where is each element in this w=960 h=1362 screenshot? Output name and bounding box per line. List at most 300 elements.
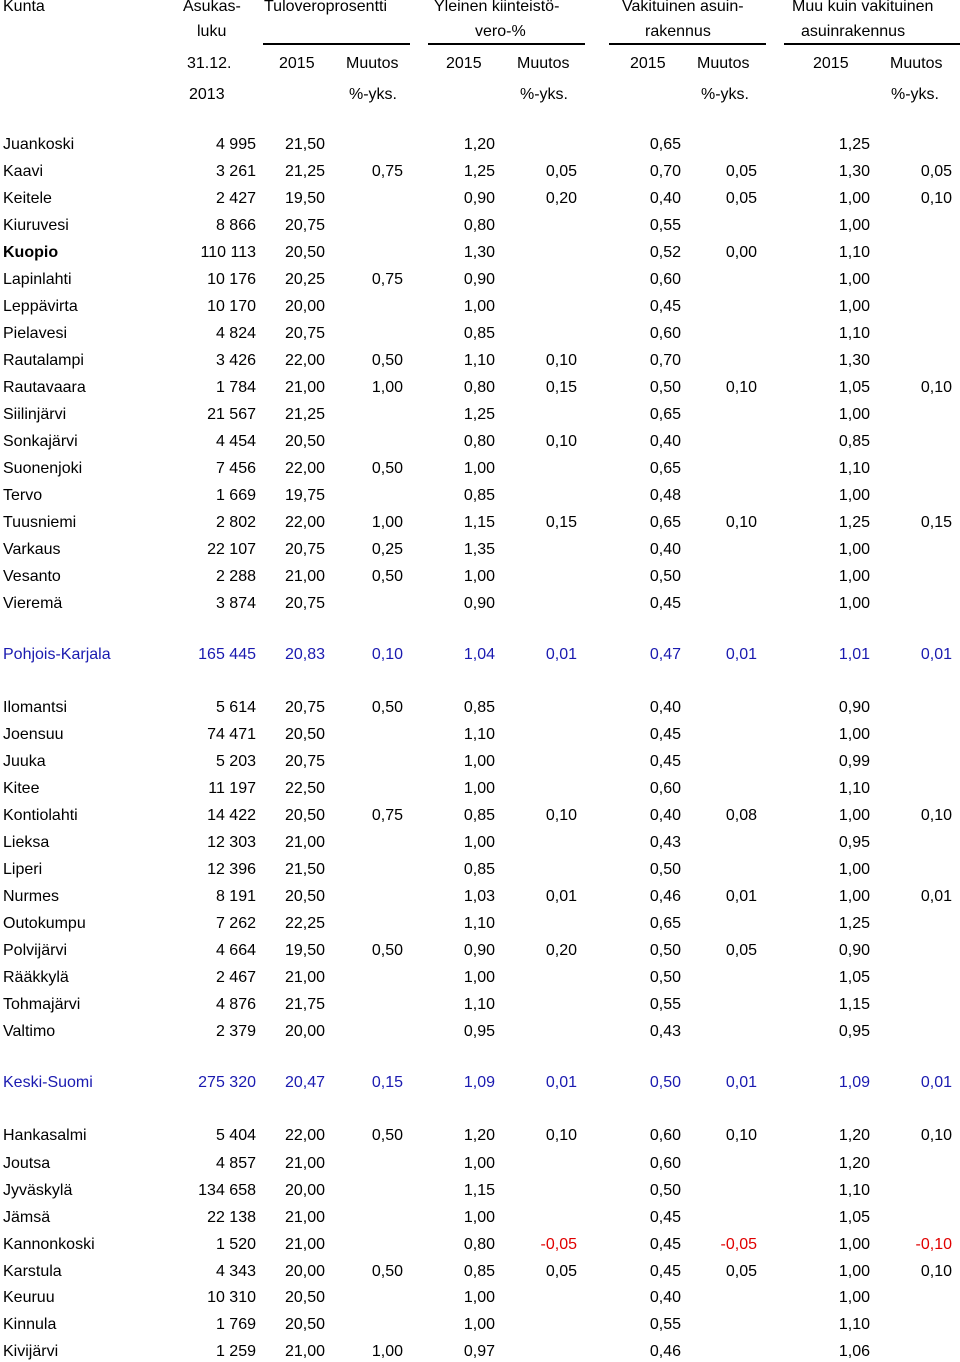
cell-kv: 1,04 xyxy=(463,646,495,663)
cell-vak: 0,48 xyxy=(649,487,681,504)
cell-tax: 19,75 xyxy=(284,487,325,504)
cell-muuc: 0,15 xyxy=(920,514,952,531)
table-row xyxy=(0,243,960,263)
cell-taxc: 1,00 xyxy=(371,1343,403,1360)
table-row xyxy=(0,779,960,799)
cell-tax: 20,75 xyxy=(284,217,325,234)
header-date-line1: 31.12. xyxy=(187,55,232,72)
cell-vak: 0,60 xyxy=(649,1127,681,1144)
cell-muu: 0,90 xyxy=(838,699,870,716)
cell-muu: 1,00 xyxy=(838,1289,870,1306)
cell-tax: 22,00 xyxy=(284,514,325,531)
cell-tax: 19,50 xyxy=(284,190,325,207)
cell-pop: 2 379 xyxy=(215,1023,256,1040)
cell-pop: 2 427 xyxy=(215,190,256,207)
cell-kv: 0,90 xyxy=(463,942,495,959)
cell-pop: 1 769 xyxy=(215,1316,256,1333)
cell-kv: 1,10 xyxy=(463,352,495,369)
header-kiint-line2: vero-% xyxy=(475,23,526,40)
cell-pop: 12 303 xyxy=(207,834,256,851)
cell-muu: 0,90 xyxy=(838,942,870,959)
cell-kvc: 0,10 xyxy=(545,433,577,450)
cell-muu: 1,00 xyxy=(838,298,870,315)
cell-vakc: 0,01 xyxy=(725,888,757,905)
cell-taxc: 0,50 xyxy=(371,352,403,369)
cell-taxc: 0,75 xyxy=(371,271,403,288)
cell-pop: 10 170 xyxy=(207,298,256,315)
cell-vak: 0,70 xyxy=(649,352,681,369)
cell-tax: 22,00 xyxy=(284,1127,325,1144)
cell-vak: 0,43 xyxy=(649,1023,681,1040)
header-date-line2: 2013 xyxy=(189,86,225,103)
cell-taxc: 0,50 xyxy=(371,699,403,716)
header-muutos-tax: Muutos xyxy=(346,55,399,72)
header-asukas-line1: Asukas- xyxy=(183,0,241,15)
cell-kv: 1,00 xyxy=(463,1155,495,1172)
cell-pop: 1 259 xyxy=(215,1343,256,1360)
cell-tax: 21,00 xyxy=(284,1343,325,1360)
cell-tax: 21,00 xyxy=(284,969,325,986)
cell-kv: 0,90 xyxy=(463,271,495,288)
cell-vakc: 0,05 xyxy=(725,163,757,180)
cell-vak: 0,45 xyxy=(649,726,681,743)
cell-pop: 5 614 xyxy=(215,699,256,716)
cell-pop: 7 456 xyxy=(215,460,256,477)
cell-vak: 0,47 xyxy=(649,646,681,663)
cell-vakc: 0,00 xyxy=(725,244,757,261)
cell-name: Kontiolahti xyxy=(3,807,78,824)
cell-kvc: 0,01 xyxy=(545,646,577,663)
cell-pop: 3 426 xyxy=(215,352,256,369)
cell-vak: 0,65 xyxy=(649,460,681,477)
cell-kvc: -0,05 xyxy=(540,1236,577,1253)
table-row xyxy=(0,486,960,506)
table-row xyxy=(0,297,960,317)
cell-muuc: -0,10 xyxy=(915,1236,952,1253)
cell-kvc: 0,10 xyxy=(545,1127,577,1144)
cell-vak: 0,40 xyxy=(649,541,681,558)
cell-kv: 0,85 xyxy=(463,861,495,878)
table-row xyxy=(0,324,960,344)
cell-muu: 1,00 xyxy=(838,807,870,824)
cell-kv: 0,97 xyxy=(463,1343,495,1360)
cell-tax: 20,50 xyxy=(284,1316,325,1333)
table-row xyxy=(0,567,960,587)
cell-muu: 1,00 xyxy=(838,568,870,585)
cell-taxc: 0,15 xyxy=(371,1074,403,1091)
cell-vak: 0,52 xyxy=(649,244,681,261)
cell-vak: 0,60 xyxy=(649,325,681,342)
table-row xyxy=(0,594,960,614)
cell-kvc: 0,05 xyxy=(545,163,577,180)
cell-name: Keuruu xyxy=(3,1289,55,1306)
cell-muu: 0,85 xyxy=(838,433,870,450)
cell-kv: 0,85 xyxy=(463,487,495,504)
cell-tax: 21,25 xyxy=(284,406,325,423)
table-row xyxy=(0,405,960,425)
cell-pop: 22 138 xyxy=(207,1209,256,1226)
cell-vak: 0,40 xyxy=(649,1289,681,1306)
cell-muu: 1,20 xyxy=(838,1127,870,1144)
cell-pop: 110 113 xyxy=(200,244,256,261)
cell-name: Pielavesi xyxy=(3,325,68,342)
cell-name: Keitele xyxy=(3,190,52,207)
cell-tax: 21,00 xyxy=(284,568,325,585)
cell-kvc: 0,15 xyxy=(545,514,577,531)
cell-pop: 2 288 xyxy=(215,568,256,585)
cell-pop: 165 445 xyxy=(198,646,256,663)
cell-name: Tohmajärvi xyxy=(3,996,81,1013)
cell-taxc: 1,00 xyxy=(371,514,403,531)
table-row xyxy=(0,378,960,398)
cell-taxc: 0,50 xyxy=(371,1263,403,1280)
cell-vakc: 0,10 xyxy=(725,1127,757,1144)
cell-muu: 1,30 xyxy=(838,163,870,180)
header-year-vak: 2015 xyxy=(630,55,666,72)
table-row xyxy=(0,513,960,533)
cell-pop: 1 520 xyxy=(215,1236,256,1253)
header-kunta: Kunta xyxy=(3,0,45,15)
cell-kv: 0,90 xyxy=(463,190,495,207)
cell-vakc: 0,05 xyxy=(725,190,757,207)
header-muutos-muu: Muutos xyxy=(890,55,943,72)
cell-muuc: 0,01 xyxy=(920,646,952,663)
cell-muu: 0,95 xyxy=(838,834,870,851)
cell-vak: 0,60 xyxy=(649,271,681,288)
cell-tax: 20,75 xyxy=(284,325,325,342)
header-muu-line2: asuinrakennus xyxy=(801,23,906,40)
cell-vak: 0,60 xyxy=(649,1155,681,1172)
cell-kv: 1,00 xyxy=(463,780,495,797)
cell-tax: 21,00 xyxy=(284,1209,325,1226)
table-row xyxy=(0,162,960,182)
header-yks-tax: %-yks. xyxy=(349,86,397,103)
header-yks-kiint: %-yks. xyxy=(520,86,568,103)
header-vak-line2: rakennus xyxy=(645,23,711,40)
cell-muu: 1,00 xyxy=(838,861,870,878)
cell-kv: 1,20 xyxy=(463,136,495,153)
cell-vak: 0,55 xyxy=(649,996,681,1013)
table-row xyxy=(0,860,960,880)
cell-taxc: 0,50 xyxy=(371,568,403,585)
cell-pop: 4 876 xyxy=(215,996,256,1013)
cell-taxc: 0,25 xyxy=(371,541,403,558)
cell-pop: 74 471 xyxy=(207,726,256,743)
cell-muu: 1,00 xyxy=(838,1263,870,1280)
cell-kv: 0,85 xyxy=(463,325,495,342)
cell-pop: 4 857 xyxy=(215,1155,256,1172)
region-row xyxy=(0,645,960,665)
cell-tax: 21,75 xyxy=(284,996,325,1013)
cell-tax: 21,00 xyxy=(284,834,325,851)
cell-tax: 21,50 xyxy=(284,861,325,878)
header-tulovero: Tuloveroprosentti xyxy=(264,0,388,15)
cell-pop: 11 197 xyxy=(208,780,256,797)
cell-muu: 1,20 xyxy=(838,1155,870,1172)
cell-name: Vieremä xyxy=(3,595,63,612)
cell-kvc: 0,01 xyxy=(545,1074,577,1091)
cell-vak: 0,70 xyxy=(649,163,681,180)
cell-tax: 20,00 xyxy=(284,1263,325,1280)
table-row xyxy=(0,995,960,1015)
cell-name: Siilinjärvi xyxy=(3,406,67,423)
cell-taxc: 0,50 xyxy=(371,460,403,477)
cell-muu: 1,10 xyxy=(838,780,870,797)
table-row xyxy=(0,1315,960,1335)
cell-tax: 20,50 xyxy=(284,807,325,824)
cell-name: Vesanto xyxy=(3,568,61,585)
cell-tax: 21,00 xyxy=(284,379,325,396)
cell-vak: 0,50 xyxy=(649,942,681,959)
cell-taxc: 0,50 xyxy=(371,942,403,959)
cell-vakc: -0,05 xyxy=(720,1236,757,1253)
cell-kv: 0,85 xyxy=(463,1263,495,1280)
cell-taxc: 0,75 xyxy=(371,163,403,180)
cell-kvc: 0,15 xyxy=(545,379,577,396)
cell-vak: 0,65 xyxy=(649,136,681,153)
table-row xyxy=(0,1342,960,1362)
cell-muuc: 0,01 xyxy=(920,888,952,905)
table-row xyxy=(0,270,960,290)
cell-vak: 0,60 xyxy=(649,780,681,797)
cell-name: Juuka xyxy=(3,753,46,770)
cell-tax: 20,00 xyxy=(284,1182,325,1199)
cell-vak: 0,40 xyxy=(649,190,681,207)
underline-tulovero xyxy=(263,43,410,45)
header-year-muu: 2015 xyxy=(813,55,849,72)
table-row xyxy=(0,1181,960,1201)
cell-muu: 0,99 xyxy=(838,753,870,770)
cell-muu: 1,06 xyxy=(838,1343,870,1360)
cell-name: Jyväskylä xyxy=(3,1182,73,1199)
cell-tax: 21,50 xyxy=(284,136,325,153)
cell-name: Tuusniemi xyxy=(3,514,77,531)
cell-vak: 0,45 xyxy=(649,298,681,315)
cell-muu: 1,10 xyxy=(838,460,870,477)
cell-tax: 20,50 xyxy=(284,433,325,450)
table-row xyxy=(0,968,960,988)
table-row xyxy=(0,216,960,236)
cell-tax: 22,00 xyxy=(284,460,325,477)
cell-name: Nurmes xyxy=(3,888,60,905)
cell-name: Keski-Suomi xyxy=(3,1074,93,1091)
cell-name: Suonenjoki xyxy=(3,460,83,477)
cell-kvc: 0,20 xyxy=(545,190,577,207)
cell-vak: 0,65 xyxy=(649,915,681,932)
table-row xyxy=(0,432,960,452)
cell-muu: 1,25 xyxy=(838,915,870,932)
cell-muu: 1,05 xyxy=(838,1209,870,1226)
cell-kv: 0,80 xyxy=(463,1236,495,1253)
cell-pop: 5 404 xyxy=(215,1127,256,1144)
cell-name: Kannonkoski xyxy=(3,1236,95,1253)
cell-vak: 0,40 xyxy=(649,433,681,450)
cell-tax: 20,50 xyxy=(284,1289,325,1306)
cell-muu: 1,00 xyxy=(838,271,870,288)
cell-muu: 1,00 xyxy=(838,726,870,743)
cell-muuc: 0,10 xyxy=(920,1263,952,1280)
cell-pop: 10 176 xyxy=(207,271,256,288)
cell-vak: 0,50 xyxy=(649,568,681,585)
cell-tax: 20,75 xyxy=(284,699,325,716)
header-vak-line1: Vakituinen asuin- xyxy=(622,0,744,15)
cell-kv: 0,80 xyxy=(463,433,495,450)
cell-tax: 20,75 xyxy=(284,541,325,558)
cell-vak: 0,65 xyxy=(649,406,681,423)
cell-kv: 1,00 xyxy=(463,460,495,477)
cell-pop: 1 784 xyxy=(215,379,256,396)
cell-vak: 0,45 xyxy=(649,1236,681,1253)
cell-kv: 1,25 xyxy=(463,163,495,180)
table-row xyxy=(0,887,960,907)
cell-tax: 20,50 xyxy=(284,244,325,261)
cell-tax: 19,50 xyxy=(284,942,325,959)
cell-pop: 7 262 xyxy=(215,915,256,932)
header-muutos-vak: Muutos xyxy=(697,55,750,72)
cell-muu: 1,10 xyxy=(838,325,870,342)
cell-kvc: 0,10 xyxy=(545,807,577,824)
header-muutos-kiint: Muutos xyxy=(517,55,570,72)
cell-muu: 0,95 xyxy=(838,1023,870,1040)
cell-vak: 0,45 xyxy=(649,1209,681,1226)
cell-kvc: 0,10 xyxy=(545,352,577,369)
cell-name: Tervo xyxy=(3,487,43,504)
cell-pop: 21 567 xyxy=(207,406,256,423)
cell-tax: 21,00 xyxy=(284,1236,325,1253)
cell-tax: 20,75 xyxy=(284,753,325,770)
table-row xyxy=(0,540,960,560)
cell-muuc: 0,10 xyxy=(920,807,952,824)
table-row xyxy=(0,698,960,718)
cell-name: Valtimo xyxy=(3,1023,56,1040)
table-row xyxy=(0,806,960,826)
cell-muu: 1,10 xyxy=(838,1182,870,1199)
cell-pop: 4 664 xyxy=(215,942,256,959)
cell-muu: 1,00 xyxy=(838,541,870,558)
cell-vak: 0,55 xyxy=(649,1316,681,1333)
cell-pop: 134 658 xyxy=(198,1182,256,1199)
cell-muu: 1,00 xyxy=(838,487,870,504)
cell-muu: 1,05 xyxy=(838,379,870,396)
header-year-tax: 2015 xyxy=(279,55,315,72)
cell-kv: 0,85 xyxy=(463,699,495,716)
cell-vakc: 0,10 xyxy=(725,379,757,396)
cell-tax: 22,00 xyxy=(284,352,325,369)
table-row xyxy=(0,725,960,745)
cell-vak: 0,50 xyxy=(649,1074,681,1091)
cell-muu: 1,00 xyxy=(838,217,870,234)
cell-vak: 0,46 xyxy=(649,1343,681,1360)
cell-kv: 1,25 xyxy=(463,406,495,423)
cell-tax: 21,00 xyxy=(284,1155,325,1172)
cell-tax: 21,25 xyxy=(284,163,325,180)
cell-pop: 2 802 xyxy=(215,514,256,531)
cell-vak: 0,46 xyxy=(649,888,681,905)
cell-pop: 8 191 xyxy=(215,888,256,905)
cell-vakc: 0,08 xyxy=(725,807,757,824)
cell-kv: 0,90 xyxy=(463,595,495,612)
cell-kv: 1,00 xyxy=(463,298,495,315)
header-yks-vak: %-yks. xyxy=(701,86,749,103)
cell-muu: 1,00 xyxy=(838,1236,870,1253)
cell-vak: 0,45 xyxy=(649,1263,681,1280)
cell-taxc: 0,75 xyxy=(371,807,403,824)
cell-vakc: 0,10 xyxy=(725,514,757,531)
table-row xyxy=(0,1208,960,1228)
cell-name: Outokumpu xyxy=(3,915,86,932)
table-row xyxy=(0,1022,960,1042)
cell-vakc: 0,01 xyxy=(725,1074,757,1091)
cell-kv: 1,15 xyxy=(463,514,495,531)
cell-name: Lieksa xyxy=(3,834,50,851)
cell-tax: 20,25 xyxy=(284,271,325,288)
cell-kv: 1,00 xyxy=(463,1289,495,1306)
cell-pop: 4 343 xyxy=(215,1263,256,1280)
cell-pop: 4 824 xyxy=(215,325,256,342)
cell-pop: 3 874 xyxy=(215,595,256,612)
cell-taxc: 1,00 xyxy=(371,379,403,396)
cell-vakc: 0,05 xyxy=(725,1263,757,1280)
cell-muuc: 0,01 xyxy=(920,1074,952,1091)
cell-vak: 0,55 xyxy=(649,217,681,234)
cell-name: Rautalampi xyxy=(3,352,84,369)
table-row xyxy=(0,1126,960,1146)
table-row xyxy=(0,459,960,479)
cell-kvc: 0,20 xyxy=(545,942,577,959)
cell-vak: 0,40 xyxy=(649,807,681,824)
cell-muu: 1,30 xyxy=(838,352,870,369)
table-row xyxy=(0,1288,960,1308)
cell-name: Kinnula xyxy=(3,1316,57,1333)
cell-muuc: 0,10 xyxy=(920,1127,952,1144)
cell-vak: 0,50 xyxy=(649,861,681,878)
cell-tax: 22,25 xyxy=(284,915,325,932)
cell-kvc: 0,01 xyxy=(545,888,577,905)
cell-name: Varkaus xyxy=(3,541,61,558)
cell-tax: 20,00 xyxy=(284,298,325,315)
cell-name: Pohjois-Karjala xyxy=(3,646,111,663)
cell-vak: 0,65 xyxy=(649,514,681,531)
cell-vak: 0,50 xyxy=(649,969,681,986)
cell-kv: 1,00 xyxy=(463,834,495,851)
cell-muuc: 0,10 xyxy=(920,379,952,396)
header-muu-line1: Muu kuin vakituinen xyxy=(792,0,934,15)
cell-kv: 0,80 xyxy=(463,379,495,396)
table-row xyxy=(0,351,960,371)
cell-kv: 1,00 xyxy=(463,1316,495,1333)
header-kiint-line1: Yleinen kiinteistö- xyxy=(434,0,560,15)
cell-tax: 20,00 xyxy=(284,1023,325,1040)
underline-kiint xyxy=(428,43,585,45)
cell-kv: 1,03 xyxy=(463,888,495,905)
cell-kvc: 0,05 xyxy=(545,1263,577,1280)
cell-vak: 0,45 xyxy=(649,753,681,770)
cell-tax: 20,50 xyxy=(284,726,325,743)
cell-tax: 20,83 xyxy=(284,646,325,663)
cell-tax: 22,50 xyxy=(284,780,325,797)
cell-taxc: 0,10 xyxy=(371,646,403,663)
header-yks-muu: %-yks. xyxy=(891,86,939,103)
cell-kv: 1,10 xyxy=(463,915,495,932)
cell-muu: 1,10 xyxy=(838,244,870,261)
cell-pop: 4 995 xyxy=(215,136,256,153)
cell-name: Leppävirta xyxy=(3,298,78,315)
cell-name: Kuopio xyxy=(3,244,59,261)
cell-pop: 2 467 xyxy=(215,969,256,986)
table-row xyxy=(0,914,960,934)
cell-muu: 1,15 xyxy=(838,996,870,1013)
cell-muuc: 0,05 xyxy=(920,163,952,180)
